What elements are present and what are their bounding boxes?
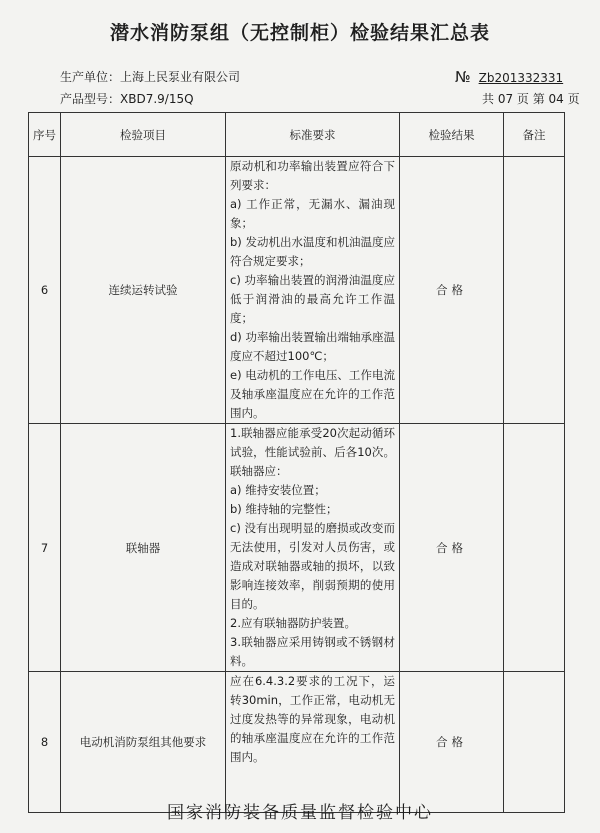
header-remark: 备注	[504, 113, 565, 157]
numero-sign: №	[455, 68, 471, 86]
row-remark	[504, 424, 565, 672]
header-seq: 序号	[29, 113, 61, 157]
table-row	[29, 672, 565, 813]
model-label: 产品型号：	[60, 92, 121, 106]
page-count: 共 07 页 第 04 页	[482, 92, 580, 106]
standard-line: b) 维持轴的完整性；	[230, 502, 338, 516]
row-standard	[226, 672, 400, 813]
row-standard	[226, 157, 400, 424]
standard-line: c) 没有出现明显的磨损或改变而无法使用，引发对人员伤害，或造成对联轴器或轴的损坏，以致影响连接效率，削弱预期的使用目的。	[230, 521, 395, 611]
header-item: 检验项目	[61, 113, 226, 157]
standard-line: b) 发动机出水温度和机油温度应符合规定要求；	[230, 235, 395, 268]
row-seq: 6	[29, 157, 61, 424]
model-line	[60, 90, 194, 107]
issuer-footer: 国家消防装备质量监督检验中心	[167, 803, 433, 823]
document-number-line	[455, 68, 563, 86]
standard-line: 应在6.4.3.2要求的工况下，运转30min，工作正常，电动机无过度发热等的异常现象，电动机的轴承座温度应在允许的工作范围内。	[230, 674, 395, 764]
table-row	[29, 157, 565, 424]
standard-line: 3.联轴器应采用铸钢或不锈钢材料。	[230, 635, 395, 668]
row-result: 合格	[400, 157, 504, 424]
model-value: XBD7.9/15Q	[120, 92, 194, 106]
standard-line: a) 工作正常，无漏水、漏油现象；	[230, 197, 395, 230]
row-seq: 8	[29, 672, 61, 813]
row-result: 合格	[400, 424, 504, 672]
row-standard	[226, 424, 400, 672]
standard-line: 1.联轴器应能承受20次起动循环试验，性能试验前、后各10次。联轴器应：	[230, 426, 395, 478]
standard-line: c) 功率输出装置的润滑油温度应低于润滑油的最高允许工作温度；	[230, 273, 395, 325]
row-item: 连续运转试验	[61, 157, 226, 424]
standard-line: d) 功率输出装置输出端轴承座温度应不超过100℃；	[230, 330, 395, 363]
header-standard: 标准要求	[226, 113, 400, 157]
producer-label: 生产单位：	[60, 70, 121, 84]
results-table	[28, 112, 565, 813]
standard-line: e) 电动机的工作电压、工作电流及轴承座温度应在允许的工作范围内。	[230, 368, 395, 420]
header-result: 检验结果	[400, 113, 504, 157]
row-result: 合格	[400, 672, 504, 813]
standard-line: a) 维持安装位置；	[230, 483, 326, 497]
row-item: 联轴器	[61, 424, 226, 672]
producer-value: 上海上民泵业有限公司	[120, 70, 241, 84]
producer-line	[60, 68, 240, 85]
row-remark	[504, 157, 565, 424]
row-seq: 7	[29, 424, 61, 672]
document-number: Zb201332331	[478, 71, 564, 85]
standard-line: 2.应有联轴器防护装置。	[230, 616, 356, 630]
table-row	[29, 424, 565, 672]
standard-line: 原动机和功率输出装置应符合下列要求：	[230, 159, 395, 192]
page-title: 潜水消防泵组（无控制柜）检验结果汇总表	[109, 22, 490, 44]
row-item: 电动机消防泵组其他要求	[61, 672, 226, 813]
row-remark	[504, 672, 565, 813]
table-header-row	[29, 113, 565, 157]
